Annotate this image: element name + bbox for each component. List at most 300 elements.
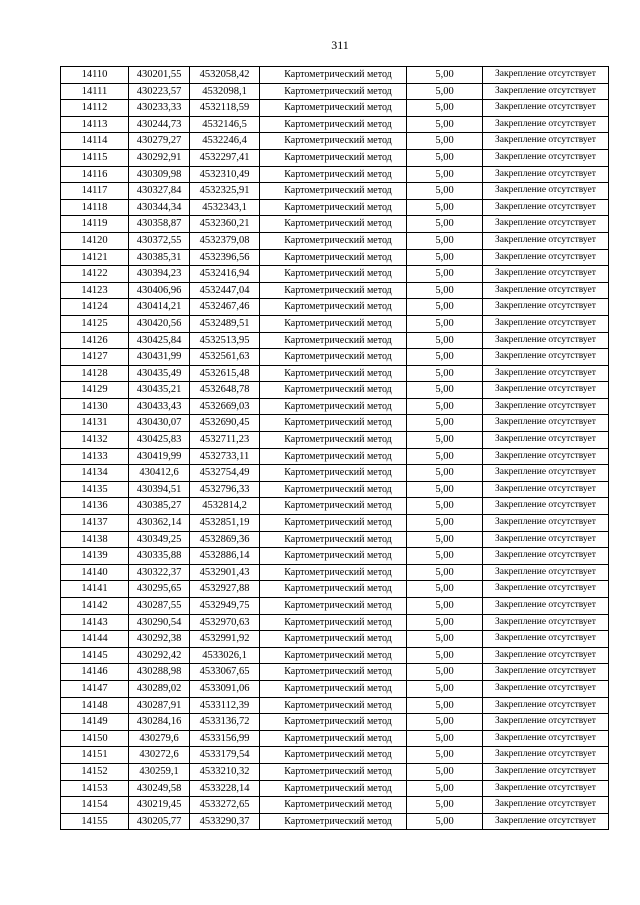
point-number-cell: 14113 [61,116,129,133]
y-coordinate-cell: 4532733,11 [190,448,260,465]
method-cell: Картометрический метод [260,780,407,797]
coordinates-table-body [61,67,609,830]
table-row [61,332,609,349]
error-cell: 5,00 [407,498,483,515]
x-coordinate-cell: 430425,83 [129,432,190,449]
fixation-cell: Закрепление отсутствует [483,332,609,349]
point-number-cell: 14137 [61,515,129,532]
method-cell: Картометрический метод [260,249,407,266]
fixation-cell: Закрепление отсутствует [483,183,609,200]
table-row [61,465,609,482]
error-cell: 5,00 [407,763,483,780]
x-coordinate-cell: 430205,77 [129,813,190,830]
point-number-cell: 14116 [61,166,129,183]
y-coordinate-cell: 4532343,1 [190,199,260,216]
method-cell: Картометрический метод [260,548,407,565]
x-coordinate-cell: 430412,6 [129,465,190,482]
error-cell: 5,00 [407,481,483,498]
y-coordinate-cell: 4532118,59 [190,100,260,117]
x-coordinate-cell: 430385,27 [129,498,190,515]
table-row [61,299,609,316]
y-coordinate-cell: 4532379,08 [190,232,260,249]
point-number-cell: 14155 [61,813,129,830]
fixation-cell: Закрепление отсутствует [483,598,609,615]
fixation-cell: Закрепление отсутствует [483,415,609,432]
y-coordinate-cell: 4532310,49 [190,166,260,183]
method-cell: Картометрический метод [260,763,407,780]
x-coordinate-cell: 430406,96 [129,282,190,299]
x-coordinate-cell: 430420,56 [129,315,190,332]
error-cell: 5,00 [407,680,483,697]
error-cell: 5,00 [407,631,483,648]
point-number-cell: 14136 [61,498,129,515]
error-cell: 5,00 [407,813,483,830]
point-number-cell: 14138 [61,531,129,548]
y-coordinate-cell: 4532513,95 [190,332,260,349]
error-cell: 5,00 [407,564,483,581]
method-cell: Картометрический метод [260,697,407,714]
fixation-cell: Закрепление отсутствует [483,232,609,249]
method-cell: Картометрический метод [260,465,407,482]
fixation-cell: Закрепление отсутствует [483,199,609,216]
method-cell: Картометрический метод [260,598,407,615]
point-number-cell: 14153 [61,780,129,797]
y-coordinate-cell: 4532447,04 [190,282,260,299]
fixation-cell: Закрепление отсутствует [483,282,609,299]
x-coordinate-cell: 430249,58 [129,780,190,797]
fixation-cell: Закрепление отсутствует [483,797,609,814]
y-coordinate-cell: 4533091,06 [190,680,260,697]
table-row [61,166,609,183]
table-row [61,183,609,200]
table-row [61,614,609,631]
fixation-cell: Закрепление отсутствует [483,116,609,133]
method-cell: Картометрический метод [260,166,407,183]
error-cell: 5,00 [407,697,483,714]
x-coordinate-cell: 430425,84 [129,332,190,349]
method-cell: Картометрический метод [260,647,407,664]
y-coordinate-cell: 4532886,14 [190,548,260,565]
error-cell: 5,00 [407,382,483,399]
y-coordinate-cell: 4533026,1 [190,647,260,664]
point-number-cell: 14145 [61,647,129,664]
error-cell: 5,00 [407,232,483,249]
table-row [61,714,609,731]
fixation-cell: Закрепление отсутствует [483,249,609,266]
point-number-cell: 14114 [61,133,129,150]
point-number-cell: 14147 [61,680,129,697]
point-number-cell: 14129 [61,382,129,399]
y-coordinate-cell: 4532690,45 [190,415,260,432]
table-row [61,199,609,216]
method-cell: Картометрический метод [260,448,407,465]
table-row [61,498,609,515]
fixation-cell: Закрепление отсутствует [483,498,609,515]
error-cell: 5,00 [407,349,483,366]
table-row [61,647,609,664]
method-cell: Картометрический метод [260,232,407,249]
fixation-cell: Закрепление отсутствует [483,813,609,830]
fixation-cell: Закрепление отсутствует [483,315,609,332]
fixation-cell: Закрепление отсутствует [483,349,609,366]
coordinates-table [60,66,609,830]
x-coordinate-cell: 430259,1 [129,763,190,780]
point-number-cell: 14121 [61,249,129,266]
error-cell: 5,00 [407,249,483,266]
page-number: 311 [331,38,349,52]
y-coordinate-cell: 4532754,49 [190,465,260,482]
y-coordinate-cell: 4532869,36 [190,531,260,548]
point-number-cell: 14119 [61,216,129,233]
y-coordinate-cell: 4532901,43 [190,564,260,581]
x-coordinate-cell: 430344,34 [129,199,190,216]
x-coordinate-cell: 430279,27 [129,133,190,150]
method-cell: Картометрический метод [260,515,407,532]
y-coordinate-cell: 4533112,39 [190,697,260,714]
error-cell: 5,00 [407,398,483,415]
method-cell: Картометрический метод [260,332,407,349]
point-number-cell: 14110 [61,67,129,84]
table-row [61,664,609,681]
table-row [61,763,609,780]
fixation-cell: Закрепление отсутствует [483,531,609,548]
point-number-cell: 14131 [61,415,129,432]
y-coordinate-cell: 4532396,56 [190,249,260,266]
point-number-cell: 14143 [61,614,129,631]
table-row [61,680,609,697]
error-cell: 5,00 [407,365,483,382]
table-row [61,133,609,150]
table-row [61,116,609,133]
x-coordinate-cell: 430295,65 [129,581,190,598]
error-cell: 5,00 [407,664,483,681]
table-row [61,548,609,565]
table-row [61,432,609,449]
y-coordinate-cell: 4532297,41 [190,149,260,166]
table-row [61,415,609,432]
error-cell: 5,00 [407,598,483,615]
method-cell: Картометрический метод [260,100,407,117]
method-cell: Картометрический метод [260,747,407,764]
fixation-cell: Закрепление отсутствует [483,564,609,581]
error-cell: 5,00 [407,216,483,233]
point-number-cell: 14122 [61,266,129,283]
method-cell: Картометрический метод [260,813,407,830]
x-coordinate-cell: 430201,55 [129,67,190,84]
error-cell: 5,00 [407,266,483,283]
point-number-cell: 14124 [61,299,129,316]
error-cell: 5,00 [407,282,483,299]
fixation-cell: Закрепление отсутствует [483,465,609,482]
error-cell: 5,00 [407,332,483,349]
x-coordinate-cell: 430287,55 [129,598,190,615]
fixation-cell: Закрепление отсутствует [483,299,609,316]
error-cell: 5,00 [407,116,483,133]
fixation-cell: Закрепление отсутствует [483,664,609,681]
fixation-cell: Закрепление отсутствует [483,382,609,399]
x-coordinate-cell: 430394,23 [129,266,190,283]
table-row [61,813,609,830]
method-cell: Картометрический метод [260,714,407,731]
point-number-cell: 14118 [61,199,129,216]
x-coordinate-cell: 430284,16 [129,714,190,731]
table-row [61,780,609,797]
method-cell: Картометрический метод [260,216,407,233]
table-row [61,216,609,233]
method-cell: Картометрический метод [260,498,407,515]
fixation-cell: Закрепление отсутствует [483,432,609,449]
error-cell: 5,00 [407,797,483,814]
table-row [61,564,609,581]
x-coordinate-cell: 430358,87 [129,216,190,233]
point-number-cell: 14111 [61,83,129,100]
y-coordinate-cell: 4532991,92 [190,631,260,648]
y-coordinate-cell: 4533067,65 [190,664,260,681]
method-cell: Картометрический метод [260,149,407,166]
method-cell: Картометрический метод [260,282,407,299]
table-row [61,365,609,382]
method-cell: Картометрический метод [260,730,407,747]
method-cell: Картометрический метод [260,266,407,283]
error-cell: 5,00 [407,747,483,764]
method-cell: Картометрический метод [260,67,407,84]
fixation-cell: Закрепление отсутствует [483,448,609,465]
fixation-cell: Закрепление отсутствует [483,398,609,415]
method-cell: Картометрический метод [260,531,407,548]
fixation-cell: Закрепление отсутствует [483,365,609,382]
point-number-cell: 14115 [61,149,129,166]
table-row [61,249,609,266]
y-coordinate-cell: 4533210,32 [190,763,260,780]
fixation-cell: Закрепление отсутствует [483,631,609,648]
fixation-cell: Закрепление отсутствует [483,730,609,747]
fixation-cell: Закрепление отсутствует [483,216,609,233]
fixation-cell: Закрепление отсутствует [483,100,609,117]
point-number-cell: 14125 [61,315,129,332]
error-cell: 5,00 [407,714,483,731]
method-cell: Картометрический метод [260,349,407,366]
point-number-cell: 14154 [61,797,129,814]
point-number-cell: 14146 [61,664,129,681]
x-coordinate-cell: 430289,02 [129,680,190,697]
point-number-cell: 14134 [61,465,129,482]
x-coordinate-cell: 430244,73 [129,116,190,133]
y-coordinate-cell: 4532416,94 [190,266,260,283]
error-cell: 5,00 [407,780,483,797]
y-coordinate-cell: 4532851,19 [190,515,260,532]
error-cell: 5,00 [407,548,483,565]
y-coordinate-cell: 4532615,48 [190,365,260,382]
method-cell: Картометрический метод [260,581,407,598]
y-coordinate-cell: 4533290,37 [190,813,260,830]
point-number-cell: 14148 [61,697,129,714]
error-cell: 5,00 [407,614,483,631]
point-number-cell: 14149 [61,714,129,731]
fixation-cell: Закрепление отсутствует [483,67,609,84]
x-coordinate-cell: 430431,99 [129,349,190,366]
x-coordinate-cell: 430233,33 [129,100,190,117]
y-coordinate-cell: 4533156,99 [190,730,260,747]
x-coordinate-cell: 430290,54 [129,614,190,631]
y-coordinate-cell: 4532058,42 [190,67,260,84]
y-coordinate-cell: 4532796,33 [190,481,260,498]
method-cell: Картометрический метод [260,481,407,498]
table-row [61,149,609,166]
x-coordinate-cell: 430419,99 [129,448,190,465]
point-number-cell: 14133 [61,448,129,465]
fixation-cell: Закрепление отсутствует [483,481,609,498]
error-cell: 5,00 [407,465,483,482]
point-number-cell: 14152 [61,763,129,780]
y-coordinate-cell: 4532561,63 [190,349,260,366]
table-row [61,315,609,332]
method-cell: Картометрический метод [260,365,407,382]
point-number-cell: 14135 [61,481,129,498]
x-coordinate-cell: 430272,6 [129,747,190,764]
x-coordinate-cell: 430327,84 [129,183,190,200]
table-row [61,398,609,415]
x-coordinate-cell: 430433,43 [129,398,190,415]
table-row [61,448,609,465]
point-number-cell: 14141 [61,581,129,598]
x-coordinate-cell: 430292,38 [129,631,190,648]
error-cell: 5,00 [407,647,483,664]
error-cell: 5,00 [407,149,483,166]
x-coordinate-cell: 430292,91 [129,149,190,166]
table-row [61,67,609,84]
fixation-cell: Закрепление отсутствует [483,548,609,565]
method-cell: Картометрический метод [260,564,407,581]
fixation-cell: Закрепление отсутствует [483,780,609,797]
y-coordinate-cell: 4532927,88 [190,581,260,598]
fixation-cell: Закрепление отсутствует [483,166,609,183]
y-coordinate-cell: 4533136,72 [190,714,260,731]
x-coordinate-cell: 430362,14 [129,515,190,532]
error-cell: 5,00 [407,100,483,117]
fixation-cell: Закрепление отсутствует [483,747,609,764]
method-cell: Картометрический метод [260,664,407,681]
table-row [61,100,609,117]
point-number-cell: 14120 [61,232,129,249]
y-coordinate-cell: 4532360,21 [190,216,260,233]
point-number-cell: 14132 [61,432,129,449]
table-row [61,531,609,548]
method-cell: Картометрический метод [260,133,407,150]
error-cell: 5,00 [407,67,483,84]
table-row [61,232,609,249]
method-cell: Картометрический метод [260,614,407,631]
x-coordinate-cell: 430219,45 [129,797,190,814]
fixation-cell: Закрепление отсутствует [483,697,609,714]
error-cell: 5,00 [407,432,483,449]
method-cell: Картометрический метод [260,382,407,399]
table-row [61,282,609,299]
method-cell: Картометрический метод [260,432,407,449]
point-number-cell: 14130 [61,398,129,415]
fixation-cell: Закрепление отсутствует [483,83,609,100]
table-row [61,382,609,399]
fixation-cell: Закрепление отсутствует [483,515,609,532]
error-cell: 5,00 [407,199,483,216]
table-row [61,266,609,283]
y-coordinate-cell: 4533272,65 [190,797,260,814]
error-cell: 5,00 [407,515,483,532]
method-cell: Картометрический метод [260,116,407,133]
y-coordinate-cell: 4532325,91 [190,183,260,200]
method-cell: Картометрический метод [260,398,407,415]
point-number-cell: 14150 [61,730,129,747]
point-number-cell: 14139 [61,548,129,565]
y-coordinate-cell: 4532814,2 [190,498,260,515]
method-cell: Картометрический метод [260,183,407,200]
error-cell: 5,00 [407,315,483,332]
y-coordinate-cell: 4532949,75 [190,598,260,615]
fixation-cell: Закрепление отсутствует [483,133,609,150]
point-number-cell: 14112 [61,100,129,117]
y-coordinate-cell: 4532669,03 [190,398,260,415]
x-coordinate-cell: 430335,88 [129,548,190,565]
point-number-cell: 14127 [61,349,129,366]
fixation-cell: Закрепление отсутствует [483,763,609,780]
method-cell: Картометрический метод [260,631,407,648]
x-coordinate-cell: 430309,98 [129,166,190,183]
table-row [61,747,609,764]
table-row [61,515,609,532]
method-cell: Картометрический метод [260,680,407,697]
method-cell: Картометрический метод [260,797,407,814]
x-coordinate-cell: 430414,21 [129,299,190,316]
x-coordinate-cell: 430385,31 [129,249,190,266]
method-cell: Картометрический метод [260,415,407,432]
point-number-cell: 14144 [61,631,129,648]
y-coordinate-cell: 4532489,51 [190,315,260,332]
point-number-cell: 14128 [61,365,129,382]
fixation-cell: Закрепление отсутствует [483,581,609,598]
point-number-cell: 14151 [61,747,129,764]
y-coordinate-cell: 4533179,54 [190,747,260,764]
x-coordinate-cell: 430223,57 [129,83,190,100]
table-row [61,730,609,747]
x-coordinate-cell: 430322,37 [129,564,190,581]
x-coordinate-cell: 430394,51 [129,481,190,498]
table-row [61,697,609,714]
error-cell: 5,00 [407,448,483,465]
y-coordinate-cell: 4532970,63 [190,614,260,631]
error-cell: 5,00 [407,133,483,150]
fixation-cell: Закрепление отсутствует [483,149,609,166]
point-number-cell: 14126 [61,332,129,349]
fixation-cell: Закрепление отсутствует [483,614,609,631]
fixation-cell: Закрепление отсутствует [483,714,609,731]
table-row [61,83,609,100]
table-row [61,581,609,598]
y-coordinate-cell: 4533228,14 [190,780,260,797]
table-row [61,481,609,498]
method-cell: Картометрический метод [260,299,407,316]
error-cell: 5,00 [407,83,483,100]
table-row [61,349,609,366]
y-coordinate-cell: 4532467,46 [190,299,260,316]
y-coordinate-cell: 4532648,78 [190,382,260,399]
x-coordinate-cell: 430435,49 [129,365,190,382]
y-coordinate-cell: 4532146,5 [190,116,260,133]
x-coordinate-cell: 430430,07 [129,415,190,432]
y-coordinate-cell: 4532098,1 [190,83,260,100]
error-cell: 5,00 [407,166,483,183]
error-cell: 5,00 [407,531,483,548]
error-cell: 5,00 [407,415,483,432]
error-cell: 5,00 [407,299,483,316]
